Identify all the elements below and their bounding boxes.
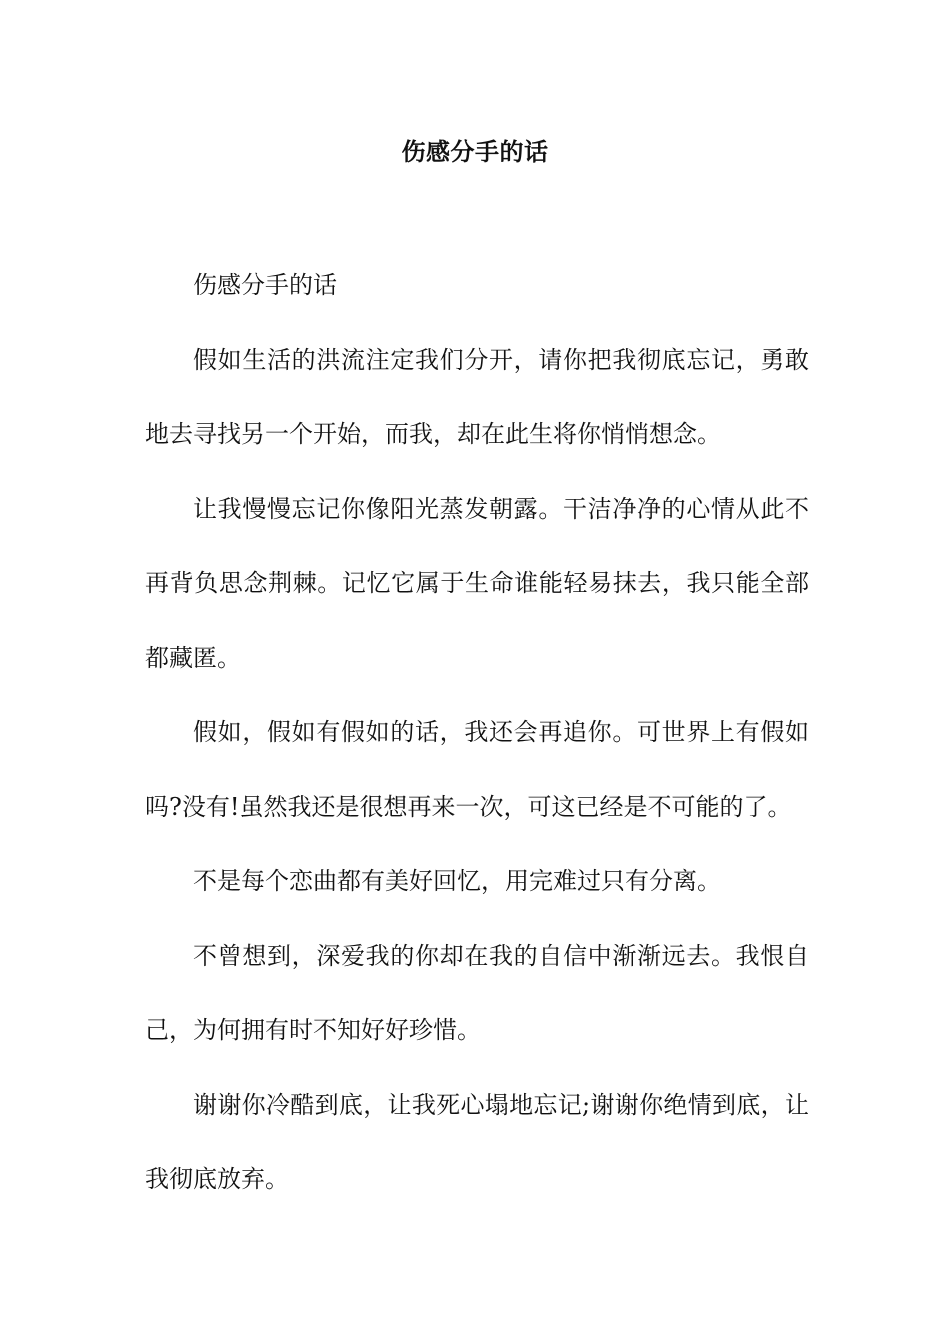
paragraph: 不曾想到，深爱我的你却在我的自信中渐渐远去。我恨自己，为何拥有时不知好好珍惜。 — [145, 941, 809, 1044]
document-title: 伤感分手的话 — [401, 137, 549, 166]
paragraph: 假如，假如有假如的话，我还会再追你。可世界上有假如吗?没有!虽然我还是很想再来一次，可这已经是不可能的了。 — [145, 718, 809, 821]
paragraph: 假如生活的洪流注定我们分开，请你把我彻底忘记，勇敢地去寻找另一个开始，而我，却在此生将你悄悄想念。 — [145, 345, 809, 448]
document-body — [145, 248, 809, 1217]
paragraph: 让我慢慢忘记你像阳光蒸发朝露。干洁净净的心情从此不再背负思念荆棘。记忆它属于生命谁能轻易抹去，我只能全部都藏匿。 — [145, 494, 809, 672]
paragraph: 不是每个恋曲都有美好回忆，用完难过只有分离。 — [193, 867, 721, 895]
paragraph: 谢谢你冷酷到底，让我死心塌地忘记;谢谢你绝情到底，让我彻底放弃。 — [145, 1090, 809, 1193]
paragraph: 伤感分手的话 — [193, 271, 337, 299]
